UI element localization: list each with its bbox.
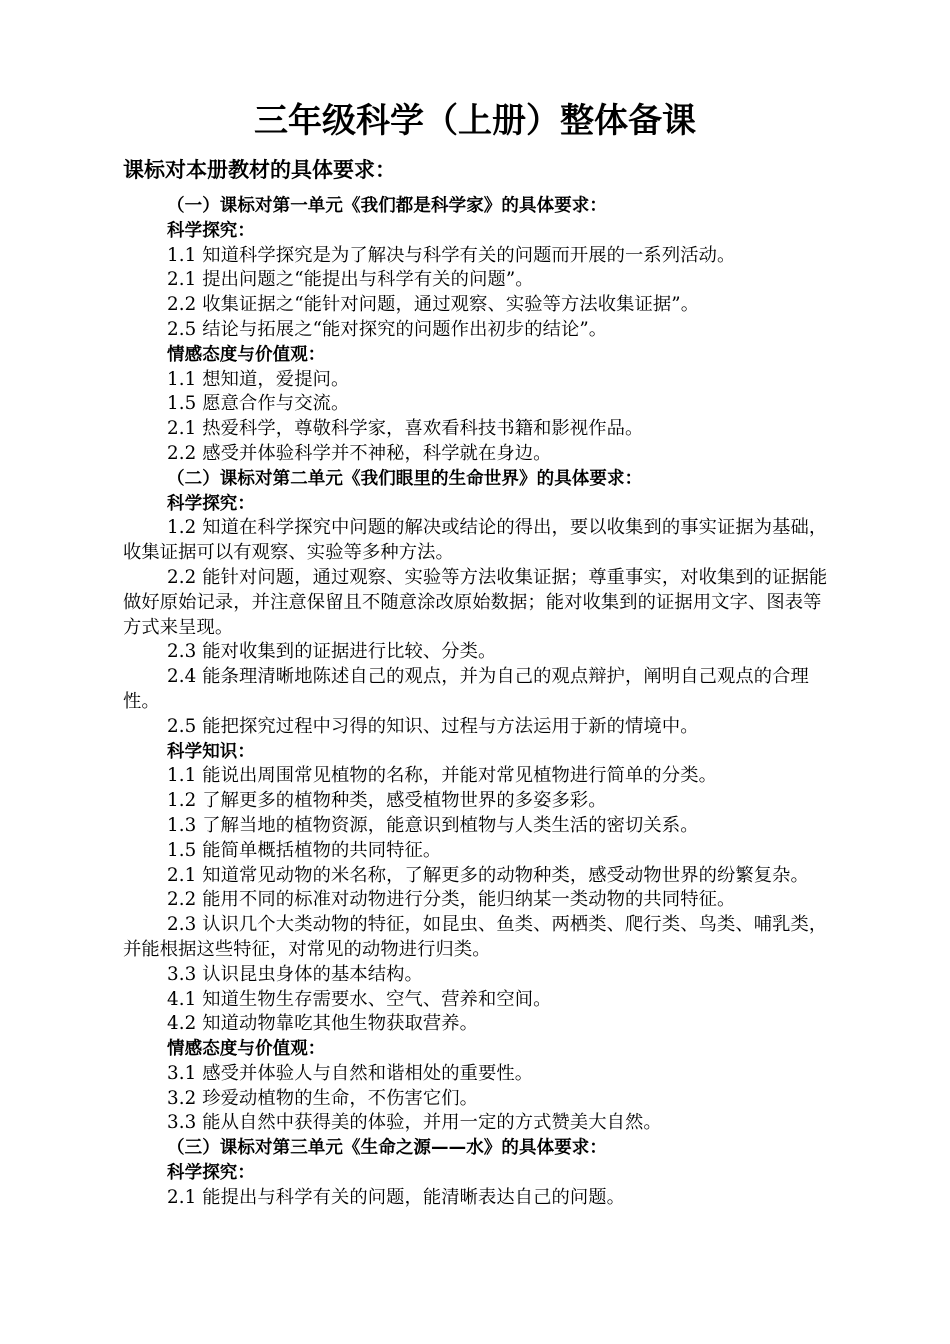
- requirement-item: 1.5 能简单概括植物的共同特征。: [167, 839, 442, 861]
- subheading: 科学探究：: [167, 220, 255, 241]
- document-body: [123, 194, 839, 1211]
- requirement-item: 3.2 珍爱动植物的生命，不伤害它们。: [167, 1087, 479, 1109]
- requirement-item: 1.3 了解当地的植物资源，能意识到植物与人类生活的密切关系。: [167, 814, 699, 836]
- intro-heading: 课标对本册教材的具体要求：: [123, 158, 396, 182]
- section-heading: （一）课标对第一单元《我们都是科学家》的具体要求：: [167, 196, 607, 216]
- requirement-item: 2.2 能针对问题，通过观察、实验等方法收集证据；尊重事实，对收集到的证据能做好原始记录，并注意保留且不随意涂改原始数据；能对收集到的证据用文字、图表等方式来呈现。: [123, 566, 828, 638]
- requirement-item: 1.2 了解更多的植物种类，感受植物世界的多姿多彩。: [167, 790, 607, 812]
- subheading: 科学知识：: [167, 741, 255, 762]
- subheading: 科学探究：: [167, 493, 255, 514]
- subheading: 科学探究：: [167, 1163, 255, 1184]
- subheading: 情感态度与价值观：: [167, 1039, 326, 1060]
- requirement-item: 2.1 能提出与科学有关的问题，能清晰表达自己的问题。: [167, 1186, 626, 1208]
- requirement-item: 4.1 知道生物生存需要水、空气、营养和空间。: [167, 988, 552, 1010]
- requirement-item: 3.1 感受并体验人与自然和谐相处的重要性。: [167, 1062, 534, 1084]
- requirement-item: 3.3 能从自然中获得美的体验，并用一定的方式赞美大自然。: [167, 1112, 662, 1134]
- document-title: 三年级科学（上册）整体备课: [254, 101, 696, 141]
- requirement-item: 2.3 能对收集到的证据进行比较、分类。: [167, 641, 497, 663]
- requirement-item: 1.1 能说出周围常见植物的名称，并能对常见植物进行简单的分类。: [167, 765, 717, 787]
- requirement-item: 2.3 认识几个大类动物的特征，如昆虫、鱼类、两栖类、爬行类、鸟类、哺乳类，并能根据这些特征，对常见的动物进行归类。: [123, 914, 828, 960]
- requirement-item: 2.4 能条理清晰地陈述自己的观点，并为自己的观点辩护，阐明自己观点的合理性。: [123, 666, 809, 712]
- requirement-item: 2.2 感受并体验科学并不神秘，科学就在身边。: [167, 442, 552, 464]
- requirement-item: 1.5 愿意合作与交流。: [167, 393, 350, 415]
- requirement-item: 1.1 想知道，爱提问。: [167, 368, 350, 390]
- subheading: 情感态度与价值观：: [167, 344, 326, 365]
- section-heading: （二）课标对第二单元《我们眼里的生命世界》的具体要求：: [167, 468, 643, 489]
- requirement-item: 4.2 知道动物靠吃其他生物获取营养。: [167, 1013, 479, 1035]
- requirement-item: 1.1 知道科学探究是为了解决与科学有关的问题而开展的一系列活动。: [167, 244, 736, 266]
- requirement-item: 1.2 知道在科学探究中问题的解决或结论的得出，要以收集到的事实证据为基础，收集证据可以有观察、实验等多种方法。: [123, 517, 828, 564]
- requirement-item: 2.5 结论与拓展之“能对探究的问题作出初步的结论”。: [167, 318, 608, 340]
- section-heading: （三）课标对第三单元《生命之源——水》的具体要求：: [167, 1138, 607, 1159]
- requirement-item: 2.1 热爱科学，尊敬科学家，喜欢看科技书籍和影视作品。: [167, 418, 644, 440]
- requirement-item: 2.5 能把探究过程中习得的知识、过程与方法运用于新的情境中。: [167, 715, 699, 737]
- requirement-item: 2.1 提出问题之“能提出与科学有关的问题”。: [167, 269, 534, 291]
- requirement-item: 2.1 知道常见动物的米名称，了解更多的动物种类，感受动物世界的纷繁复杂。: [167, 864, 809, 886]
- requirement-item: 3.3 认识昆虫身体的基本结构。: [167, 963, 423, 985]
- requirement-item: 2.2 能用不同的标准对动物进行分类，能归纳某一类动物的共同特征。: [167, 889, 736, 911]
- requirement-item: 2.2 收集证据之“能针对问题，通过观察、实验等方法收集证据”。: [167, 294, 700, 316]
